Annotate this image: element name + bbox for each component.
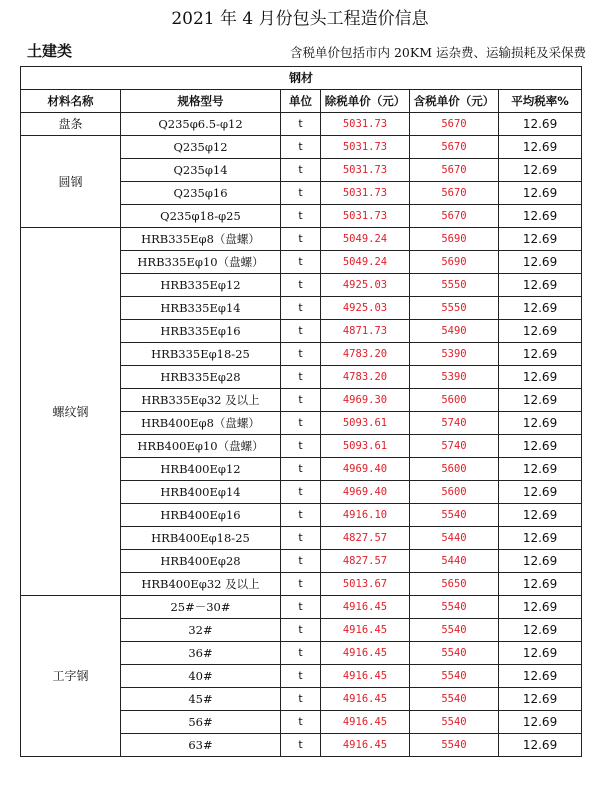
incl-tax-price: 5670 [410, 159, 499, 182]
incl-tax-price: 5670 [410, 136, 499, 159]
excl-tax-price: 5013.67 [321, 573, 410, 596]
material-name: 螺纹钢 [21, 228, 121, 596]
table-row [21, 228, 582, 251]
tax-rate-cell: 12.69 [499, 504, 582, 527]
spec-cell: Q235φ12 [121, 136, 281, 159]
tax-rate-cell: 12.69 [499, 228, 582, 251]
section-row [21, 67, 582, 90]
excl-tax-price: 4916.45 [321, 642, 410, 665]
unit-cell: t [281, 205, 321, 228]
unit-cell: t [281, 274, 321, 297]
excl-tax-price: 4916.45 [321, 619, 410, 642]
tax-rate-cell: 12.69 [499, 711, 582, 734]
spec-cell: 36# [121, 642, 281, 665]
unit-cell: t [281, 228, 321, 251]
tax-rate-cell: 12.69 [499, 205, 582, 228]
excl-tax-price: 5049.24 [321, 251, 410, 274]
incl-tax-price: 5540 [410, 596, 499, 619]
unit-cell: t [281, 182, 321, 205]
tax-rate-cell: 12.69 [499, 274, 582, 297]
incl-tax-price: 5740 [410, 412, 499, 435]
header-row [21, 90, 582, 113]
spec-cell: 56# [121, 711, 281, 734]
spec-cell: HRB400Eφ10（盘螺） [121, 435, 281, 458]
incl-tax-price: 5390 [410, 366, 499, 389]
spec-cell: HRB400Eφ18-25 [121, 527, 281, 550]
incl-tax-price: 5540 [410, 619, 499, 642]
incl-tax-price: 5540 [410, 642, 499, 665]
spec-cell: HRB400Eφ8（盘螺） [121, 412, 281, 435]
table-row [21, 136, 582, 159]
spec-cell: HRB335Eφ8（盘螺） [121, 228, 281, 251]
incl-tax-price: 5690 [410, 251, 499, 274]
unit-cell: t [281, 159, 321, 182]
excl-tax-price: 4925.03 [321, 297, 410, 320]
spec-cell: 32# [121, 619, 281, 642]
spec-cell: 25#－30# [121, 596, 281, 619]
spec-cell: 45# [121, 688, 281, 711]
spec-cell: HRB335Eφ10（盘螺） [121, 251, 281, 274]
excl-tax-price: 4916.45 [321, 665, 410, 688]
incl-tax-price: 5440 [410, 527, 499, 550]
document-title: 2021 年 4 月份包头工程造价信息 [171, 9, 429, 29]
price-note: 含税单价包括市内 20KM 运杂费、运输损耗及采保费 [290, 45, 586, 60]
excl-tax-price: 4969.40 [321, 481, 410, 504]
tax-rate-cell: 12.69 [499, 389, 582, 412]
unit-cell: t [281, 251, 321, 274]
tax-rate-cell: 12.69 [499, 297, 582, 320]
tax-rate-cell: 12.69 [499, 481, 582, 504]
unit-cell: t [281, 596, 321, 619]
spec-cell: HRB335Eφ12 [121, 274, 281, 297]
incl-tax-price: 5540 [410, 688, 499, 711]
tax-rate-cell: 12.69 [499, 412, 582, 435]
unit-cell: t [281, 688, 321, 711]
excl-tax-price: 4925.03 [321, 274, 410, 297]
spec-cell: 40# [121, 665, 281, 688]
excl-tax-price: 4871.73 [321, 320, 410, 343]
tax-rate-cell: 12.69 [499, 435, 582, 458]
unit-cell: t [281, 343, 321, 366]
incl-tax-price: 5690 [410, 228, 499, 251]
header-excl-tax: 除税单价（元） [321, 90, 410, 113]
excl-tax-price: 5031.73 [321, 159, 410, 182]
excl-tax-price: 4969.40 [321, 458, 410, 481]
tax-rate-cell: 12.69 [499, 596, 582, 619]
header-tax-rate: 平均税率% [499, 90, 582, 113]
excl-tax-price: 4916.45 [321, 688, 410, 711]
tax-rate-cell: 12.69 [499, 343, 582, 366]
material-name: 盘条 [21, 113, 121, 136]
tax-rate-cell: 12.69 [499, 550, 582, 573]
spec-cell: HRB335Eφ32 及以上 [121, 389, 281, 412]
incl-tax-price: 5390 [410, 343, 499, 366]
incl-tax-price: 5670 [410, 182, 499, 205]
excl-tax-price: 4969.30 [321, 389, 410, 412]
spec-cell: HRB335Eφ18-25 [121, 343, 281, 366]
spec-cell: Q235φ6.5-φ12 [121, 113, 281, 136]
excl-tax-price: 5031.73 [321, 136, 410, 159]
tax-rate-cell: 12.69 [499, 688, 582, 711]
incl-tax-price: 5490 [410, 320, 499, 343]
unit-cell: t [281, 481, 321, 504]
material-name: 圆钢 [21, 136, 121, 228]
tax-rate-cell: 12.69 [499, 665, 582, 688]
table-row [21, 596, 582, 619]
incl-tax-price: 5540 [410, 734, 499, 757]
unit-cell: t [281, 435, 321, 458]
excl-tax-price: 5031.73 [321, 182, 410, 205]
incl-tax-price: 5600 [410, 481, 499, 504]
excl-tax-price: 4783.20 [321, 366, 410, 389]
unit-cell: t [281, 734, 321, 757]
excl-tax-price: 4916.45 [321, 596, 410, 619]
unit-cell: t [281, 366, 321, 389]
incl-tax-price: 5550 [410, 297, 499, 320]
spec-cell: HRB400Eφ32 及以上 [121, 573, 281, 596]
section-title: 钢材 [21, 67, 582, 90]
unit-cell: t [281, 642, 321, 665]
unit-cell: t [281, 136, 321, 159]
tax-rate-cell: 12.69 [499, 573, 582, 596]
unit-cell: t [281, 619, 321, 642]
unit-cell: t [281, 412, 321, 435]
unit-cell: t [281, 389, 321, 412]
unit-cell: t [281, 113, 321, 136]
incl-tax-price: 5670 [410, 205, 499, 228]
unit-cell: t [281, 665, 321, 688]
unit-cell: t [281, 297, 321, 320]
spec-cell: HRB400Eφ16 [121, 504, 281, 527]
unit-cell: t [281, 573, 321, 596]
tax-rate-cell: 12.69 [499, 458, 582, 481]
excl-tax-price: 4783.20 [321, 343, 410, 366]
tax-rate-cell: 12.69 [499, 159, 582, 182]
excl-tax-price: 4916.10 [321, 504, 410, 527]
incl-tax-price: 5670 [410, 113, 499, 136]
excl-tax-price: 4916.45 [321, 711, 410, 734]
tax-rate-cell: 12.69 [499, 136, 582, 159]
excl-tax-price: 4916.45 [321, 734, 410, 757]
spec-cell: Q235φ18-φ25 [121, 205, 281, 228]
spec-cell: HRB335Eφ28 [121, 366, 281, 389]
header-unit: 单位 [281, 90, 321, 113]
incl-tax-price: 5600 [410, 458, 499, 481]
tax-rate-cell: 12.69 [499, 619, 582, 642]
tax-rate-cell: 12.69 [499, 251, 582, 274]
unit-cell: t [281, 711, 321, 734]
category-label: 土建类 [27, 42, 73, 60]
incl-tax-price: 5650 [410, 573, 499, 596]
incl-tax-price: 5540 [410, 504, 499, 527]
tax-rate-cell: 12.69 [499, 366, 582, 389]
tax-rate-cell: 12.69 [499, 113, 582, 136]
unit-cell: t [281, 320, 321, 343]
header-incl-tax: 含税单价（元） [410, 90, 499, 113]
tax-rate-cell: 12.69 [499, 320, 582, 343]
excl-tax-price: 5093.61 [321, 412, 410, 435]
incl-tax-price: 5540 [410, 711, 499, 734]
excl-tax-price: 4827.57 [321, 527, 410, 550]
spec-cell: HRB400Eφ14 [121, 481, 281, 504]
incl-tax-price: 5540 [410, 665, 499, 688]
header-spec: 规格型号 [121, 90, 281, 113]
steel-price-table [20, 66, 582, 757]
excl-tax-price: 5093.61 [321, 435, 410, 458]
excl-tax-price: 5031.73 [321, 113, 410, 136]
excl-tax-price: 5031.73 [321, 205, 410, 228]
spec-cell: HRB400Eφ28 [121, 550, 281, 573]
unit-cell: t [281, 550, 321, 573]
material-name: 工字钢 [21, 596, 121, 757]
incl-tax-price: 5740 [410, 435, 499, 458]
tax-rate-cell: 12.69 [499, 527, 582, 550]
header-material: 材料名称 [21, 90, 121, 113]
incl-tax-price: 5600 [410, 389, 499, 412]
incl-tax-price: 5440 [410, 550, 499, 573]
tax-rate-cell: 12.69 [499, 734, 582, 757]
excl-tax-price: 5049.24 [321, 228, 410, 251]
excl-tax-price: 4827.57 [321, 550, 410, 573]
tax-rate-cell: 12.69 [499, 182, 582, 205]
spec-cell: 63# [121, 734, 281, 757]
tax-rate-cell: 12.69 [499, 642, 582, 665]
spec-cell: Q235φ16 [121, 182, 281, 205]
unit-cell: t [281, 504, 321, 527]
spec-cell: HRB335Eφ14 [121, 297, 281, 320]
incl-tax-price: 5550 [410, 274, 499, 297]
unit-cell: t [281, 527, 321, 550]
spec-cell: Q235φ14 [121, 159, 281, 182]
table-row [21, 113, 582, 136]
spec-cell: HRB335Eφ16 [121, 320, 281, 343]
unit-cell: t [281, 458, 321, 481]
spec-cell: HRB400Eφ12 [121, 458, 281, 481]
